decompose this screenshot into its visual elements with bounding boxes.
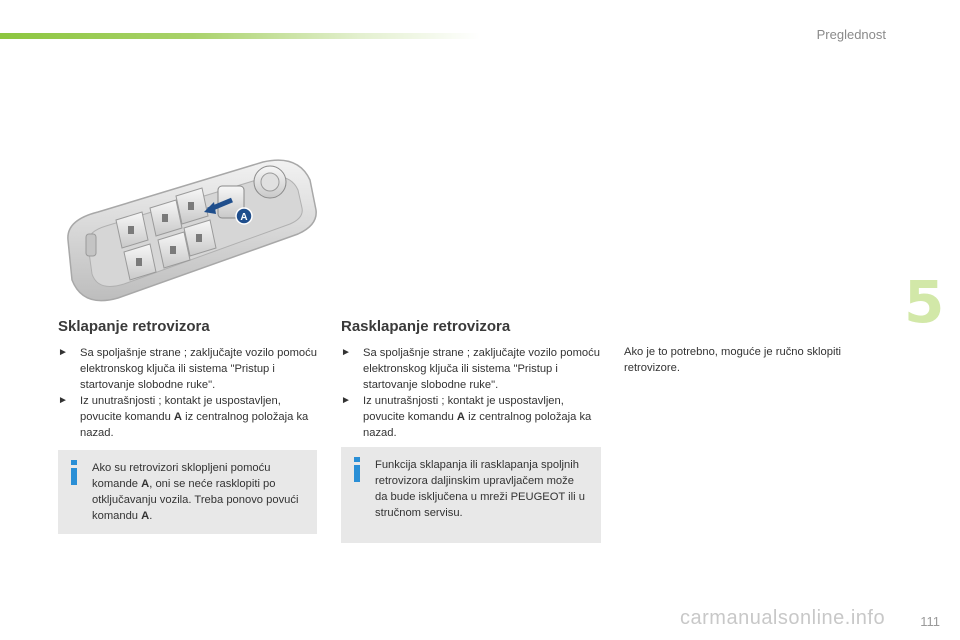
fold-instructions (58, 345, 320, 441)
unfold-info-text: Funkcija sklapanja ili rasklapanja spoljnih retrovizora daljinskim upravljačem može da bude isključena u mreži PEUGEOT ili u stručnom servisu. (375, 459, 585, 519)
info-icon (353, 457, 361, 481)
header-accent-bar (0, 33, 480, 39)
fold-info-text: Ako su retrovizori sklopljeni pomoću komande A, oni se neće rasklopiti po otključavanju vozila. Treba ponovo povući komandu A. (92, 462, 299, 522)
section-title: Preglednost (816, 27, 886, 42)
fold-bullet-outside: ► Sa spoljašnje strane ; zaključajte vozilo pomoću elektronskog ključa ili sistema "Pristup i startovanje slobodne ruke". (58, 347, 317, 391)
callout-a-label: A (240, 212, 248, 223)
page-number: 111 (920, 614, 940, 629)
chapter-number: 5 (904, 268, 945, 336)
window-switch-panel-drawing (58, 150, 318, 310)
watermark: carmanualsonline.info (680, 607, 886, 629)
fold-heading: Sklapanje retrovizora (58, 318, 210, 335)
unfold-heading: Rasklapanje retrovizora (341, 318, 511, 335)
bullet-arrow-icon: ► (341, 347, 351, 358)
fold-bullet-inside: ► Iz unutrašnjosti ; kontakt je uspostavljen, povucite komandu A iz centralnog položaja ka nazad. (58, 395, 309, 439)
bullet-arrow-icon: ► (58, 395, 68, 406)
window-switch-illustration (58, 150, 318, 310)
bullet-arrow-icon: ► (58, 347, 68, 358)
info-icon (70, 460, 78, 484)
unfold-bullet-inside: ► Iz unutrašnjosti ; kontakt je uspostavljen, povucite komandu A iz centralnog položaja ka nazad. (341, 395, 592, 439)
fold-info-box (58, 450, 317, 534)
unfold-info-box (341, 447, 601, 543)
manual-fold-note: Ako je to potrebno, moguće je ručno sklopiti retrovizore. (624, 346, 842, 374)
unfold-instructions (341, 345, 603, 441)
bullet-arrow-icon: ► (341, 395, 351, 406)
unfold-bullet-outside: ► Sa spoljašnje strane ; zaključajte vozilo pomoću elektronskog ključa ili sistema "Pristup i startovanje slobodne ruke". (341, 347, 600, 391)
